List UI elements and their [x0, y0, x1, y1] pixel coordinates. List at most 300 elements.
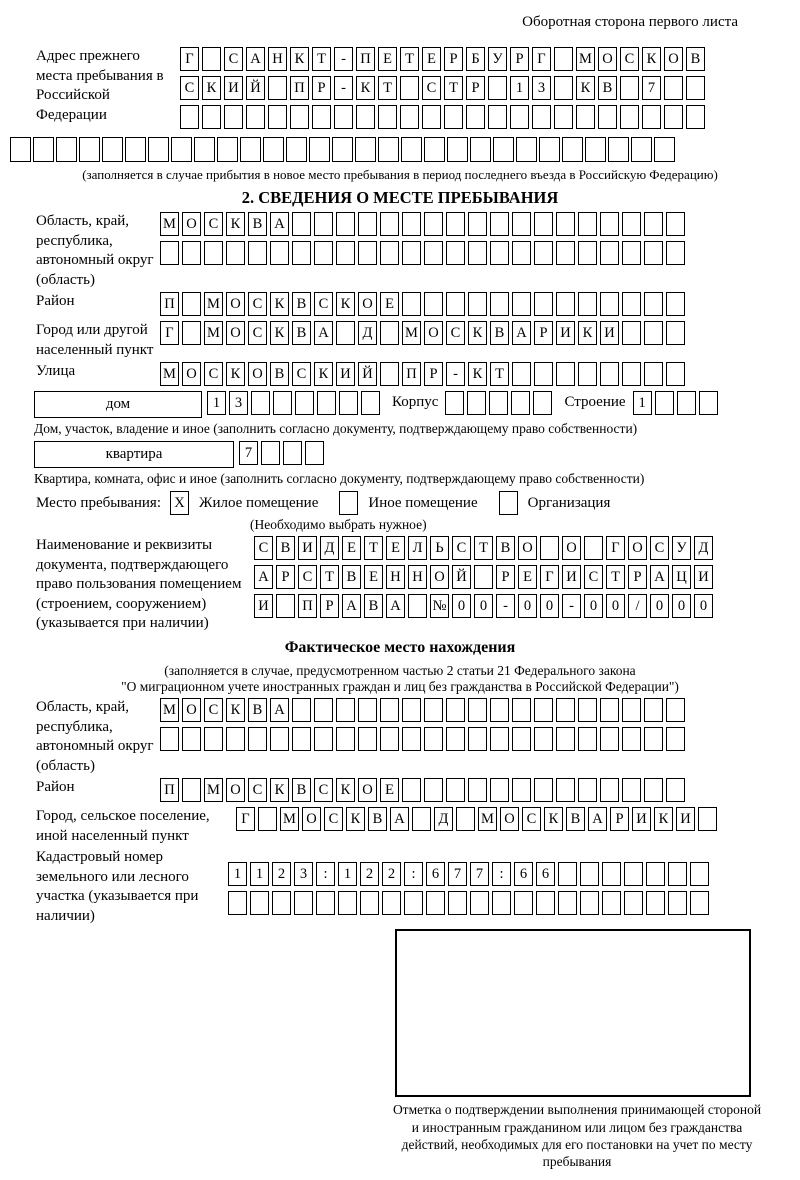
char-box[interactable]	[578, 241, 597, 265]
char-box[interactable]	[534, 698, 553, 722]
char-box[interactable]: М	[204, 778, 223, 802]
char-box[interactable]	[314, 241, 333, 265]
char-box[interactable]: 0	[584, 594, 603, 618]
char-box[interactable]	[286, 137, 307, 162]
char-box[interactable]	[270, 241, 289, 265]
char-box[interactable]	[400, 105, 419, 129]
char-box[interactable]	[228, 891, 247, 915]
char-box[interactable]	[182, 321, 201, 345]
char-box[interactable]	[248, 241, 267, 265]
char-box[interactable]	[424, 698, 443, 722]
char-box[interactable]: П	[290, 76, 309, 100]
char-box[interactable]	[314, 212, 333, 236]
char-box[interactable]: 0	[650, 594, 669, 618]
char-box[interactable]: М	[478, 807, 497, 831]
char-box[interactable]	[446, 212, 465, 236]
char-box[interactable]	[608, 137, 629, 162]
char-box[interactable]: К	[544, 807, 563, 831]
char-box[interactable]: Н	[386, 565, 405, 589]
char-box[interactable]: Л	[408, 536, 427, 560]
char-box[interactable]	[666, 212, 685, 236]
char-box[interactable]: В	[490, 321, 509, 345]
char-box[interactable]	[332, 137, 353, 162]
char-box[interactable]	[33, 137, 54, 162]
char-box[interactable]	[424, 727, 443, 751]
char-box[interactable]: С	[248, 321, 267, 345]
char-box[interactable]	[534, 778, 553, 802]
char-box[interactable]	[294, 891, 313, 915]
char-box[interactable]	[514, 891, 533, 915]
char-box[interactable]	[646, 891, 665, 915]
char-box[interactable]	[290, 105, 309, 129]
char-box[interactable]: :	[316, 862, 335, 886]
char-box[interactable]	[263, 137, 284, 162]
char-box[interactable]: С	[446, 321, 465, 345]
char-box[interactable]	[585, 137, 606, 162]
char-box[interactable]: О	[500, 807, 519, 831]
char-box[interactable]	[338, 891, 357, 915]
char-box[interactable]: Г	[160, 321, 179, 345]
char-box[interactable]	[446, 241, 465, 265]
char-box[interactable]: Д	[434, 807, 453, 831]
char-box[interactable]	[490, 727, 509, 751]
char-box[interactable]	[666, 778, 685, 802]
char-box[interactable]: Т	[312, 47, 331, 71]
char-box[interactable]	[447, 137, 468, 162]
char-box[interactable]	[512, 727, 531, 751]
char-box[interactable]: С	[324, 807, 343, 831]
char-box[interactable]: И	[694, 565, 713, 589]
char-box[interactable]	[378, 137, 399, 162]
char-box[interactable]	[402, 727, 421, 751]
char-box[interactable]	[258, 807, 277, 831]
char-box[interactable]	[125, 137, 146, 162]
char-box[interactable]	[422, 105, 441, 129]
char-box[interactable]	[448, 891, 467, 915]
char-box[interactable]: К	[576, 76, 595, 100]
char-box[interactable]: В	[276, 536, 295, 560]
char-box[interactable]: Г	[532, 47, 551, 71]
char-box[interactable]	[554, 47, 573, 71]
char-box[interactable]	[316, 891, 335, 915]
char-box[interactable]	[642, 105, 661, 129]
char-box[interactable]	[180, 105, 199, 129]
char-box[interactable]	[554, 105, 573, 129]
char-box[interactable]	[512, 698, 531, 722]
char-box[interactable]: 3	[229, 391, 248, 415]
char-box[interactable]: С	[522, 807, 541, 831]
char-box[interactable]	[622, 727, 641, 751]
char-box[interactable]: Г	[540, 565, 559, 589]
char-box[interactable]: 6	[426, 862, 445, 886]
char-box[interactable]: И	[224, 76, 243, 100]
char-box[interactable]: Т	[364, 536, 383, 560]
char-box[interactable]	[493, 137, 514, 162]
char-box[interactable]: А	[342, 594, 361, 618]
char-box[interactable]	[102, 137, 123, 162]
char-box[interactable]: О	[358, 778, 377, 802]
char-box[interactable]	[488, 105, 507, 129]
char-box[interactable]	[470, 137, 491, 162]
char-box[interactable]: С	[248, 778, 267, 802]
char-box[interactable]	[182, 727, 201, 751]
char-box[interactable]	[361, 391, 380, 415]
char-box[interactable]	[251, 391, 270, 415]
char-box[interactable]: О	[302, 807, 321, 831]
char-box[interactable]	[602, 891, 621, 915]
char-box[interactable]	[446, 292, 465, 316]
char-box[interactable]: О	[182, 362, 201, 386]
char-box[interactable]: 6	[514, 862, 533, 886]
char-box[interactable]	[446, 778, 465, 802]
char-box[interactable]	[424, 778, 443, 802]
char-box[interactable]: С	[452, 536, 471, 560]
char-box[interactable]	[182, 241, 201, 265]
char-box[interactable]	[400, 76, 419, 100]
char-box[interactable]: Д	[694, 536, 713, 560]
char-box[interactable]	[536, 891, 555, 915]
char-box[interactable]	[402, 241, 421, 265]
char-box[interactable]: Г	[606, 536, 625, 560]
char-box[interactable]	[402, 698, 421, 722]
char-box[interactable]	[600, 292, 619, 316]
char-box[interactable]: К	[314, 362, 333, 386]
char-box[interactable]: В	[342, 565, 361, 589]
char-box[interactable]	[666, 241, 685, 265]
char-box[interactable]: Т	[490, 362, 509, 386]
residential-checkbox[interactable]: Х	[170, 491, 189, 515]
char-box[interactable]: В	[566, 807, 585, 831]
char-box[interactable]	[576, 105, 595, 129]
char-box[interactable]: О	[664, 47, 683, 71]
char-box[interactable]: 0	[452, 594, 471, 618]
char-box[interactable]: Р	[510, 47, 529, 71]
char-box[interactable]	[246, 105, 265, 129]
char-box[interactable]	[490, 212, 509, 236]
other-premises-checkbox[interactable]	[339, 491, 358, 515]
char-box[interactable]: К	[202, 76, 221, 100]
char-box[interactable]	[631, 137, 652, 162]
char-box[interactable]	[558, 891, 577, 915]
char-box[interactable]	[380, 321, 399, 345]
char-box[interactable]: К	[270, 778, 289, 802]
char-box[interactable]	[666, 698, 685, 722]
char-box[interactable]: С	[584, 565, 603, 589]
char-box[interactable]: М	[280, 807, 299, 831]
char-box[interactable]	[380, 698, 399, 722]
char-box[interactable]	[309, 137, 330, 162]
char-box[interactable]: Р	[496, 565, 515, 589]
char-box[interactable]: О	[248, 362, 267, 386]
char-box[interactable]: /	[628, 594, 647, 618]
char-box[interactable]: О	[424, 321, 443, 345]
char-box[interactable]: О	[430, 565, 449, 589]
char-box[interactable]	[622, 212, 641, 236]
char-box[interactable]	[556, 778, 575, 802]
char-box[interactable]	[578, 212, 597, 236]
char-box[interactable]: 6	[536, 862, 555, 886]
char-box[interactable]	[492, 891, 511, 915]
char-box[interactable]: К	[356, 76, 375, 100]
char-box[interactable]: Е	[380, 778, 399, 802]
char-box[interactable]: О	[182, 212, 201, 236]
char-box[interactable]	[654, 137, 675, 162]
char-box[interactable]	[276, 594, 295, 618]
char-box[interactable]	[240, 137, 261, 162]
char-box[interactable]: В	[292, 292, 311, 316]
char-box[interactable]: В	[368, 807, 387, 831]
char-box[interactable]	[556, 212, 575, 236]
char-box[interactable]	[336, 241, 355, 265]
char-box[interactable]	[554, 76, 573, 100]
char-box[interactable]: О	[226, 778, 245, 802]
char-box[interactable]: В	[364, 594, 383, 618]
char-box[interactable]: Т	[474, 536, 493, 560]
char-box[interactable]	[622, 321, 641, 345]
char-box[interactable]: 1	[633, 391, 652, 415]
char-box[interactable]	[358, 212, 377, 236]
char-box[interactable]	[556, 698, 575, 722]
char-box[interactable]	[539, 137, 560, 162]
char-box[interactable]: В	[292, 778, 311, 802]
char-box[interactable]: Р	[444, 47, 463, 71]
char-box[interactable]: 2	[382, 862, 401, 886]
char-box[interactable]	[305, 441, 324, 465]
char-box[interactable]	[468, 212, 487, 236]
char-box[interactable]: П	[356, 47, 375, 71]
char-box[interactable]	[380, 241, 399, 265]
char-box[interactable]: 1	[228, 862, 247, 886]
char-box[interactable]: П	[298, 594, 317, 618]
char-box[interactable]	[602, 862, 621, 886]
char-box[interactable]	[600, 778, 619, 802]
char-box[interactable]	[358, 698, 377, 722]
char-box[interactable]: С	[650, 536, 669, 560]
char-box[interactable]: С	[254, 536, 273, 560]
char-box[interactable]: М	[160, 212, 179, 236]
char-box[interactable]	[467, 391, 486, 415]
char-box[interactable]	[644, 778, 663, 802]
char-box[interactable]	[556, 292, 575, 316]
char-box[interactable]	[511, 391, 530, 415]
char-box[interactable]: В	[292, 321, 311, 345]
char-box[interactable]	[468, 698, 487, 722]
char-box[interactable]	[622, 292, 641, 316]
char-box[interactable]	[578, 292, 597, 316]
char-box[interactable]	[401, 137, 422, 162]
char-box[interactable]: :	[404, 862, 423, 886]
char-box[interactable]: И	[298, 536, 317, 560]
char-box[interactable]	[317, 391, 336, 415]
char-box[interactable]: Т	[444, 76, 463, 100]
char-box[interactable]	[512, 362, 531, 386]
char-box[interactable]: И	[556, 321, 575, 345]
char-box[interactable]	[644, 292, 663, 316]
char-box[interactable]	[600, 727, 619, 751]
char-box[interactable]: А	[246, 47, 265, 71]
char-box[interactable]	[666, 321, 685, 345]
char-box[interactable]: К	[468, 321, 487, 345]
char-box[interactable]	[171, 137, 192, 162]
char-box[interactable]: Ь	[430, 536, 449, 560]
char-box[interactable]	[380, 212, 399, 236]
char-box[interactable]: К	[226, 698, 245, 722]
char-box[interactable]: 1	[207, 391, 226, 415]
char-box[interactable]: И	[600, 321, 619, 345]
char-box[interactable]: И	[632, 807, 651, 831]
char-box[interactable]	[540, 536, 559, 560]
char-box[interactable]	[666, 292, 685, 316]
char-box[interactable]	[468, 241, 487, 265]
char-box[interactable]: С	[292, 362, 311, 386]
char-box[interactable]: Б	[466, 47, 485, 71]
char-box[interactable]	[490, 698, 509, 722]
char-box[interactable]: Р	[466, 76, 485, 100]
char-box[interactable]	[261, 441, 280, 465]
char-box[interactable]	[356, 105, 375, 129]
char-box[interactable]	[378, 105, 397, 129]
char-box[interactable]	[512, 778, 531, 802]
char-box[interactable]	[534, 727, 553, 751]
char-box[interactable]: Е	[364, 565, 383, 589]
char-box[interactable]	[202, 47, 221, 71]
char-box[interactable]: 1	[338, 862, 357, 886]
char-box[interactable]: Е	[378, 47, 397, 71]
char-box[interactable]	[534, 292, 553, 316]
char-box[interactable]: -	[334, 47, 353, 71]
char-box[interactable]: К	[290, 47, 309, 71]
char-box[interactable]	[534, 212, 553, 236]
char-box[interactable]: К	[468, 362, 487, 386]
char-box[interactable]	[273, 391, 292, 415]
char-box[interactable]: М	[160, 362, 179, 386]
char-box[interactable]: О	[226, 292, 245, 316]
char-box[interactable]	[382, 891, 401, 915]
char-box[interactable]: -	[334, 76, 353, 100]
char-box[interactable]	[446, 727, 465, 751]
char-box[interactable]	[339, 391, 358, 415]
char-box[interactable]: 1	[250, 862, 269, 886]
char-box[interactable]: А	[386, 594, 405, 618]
char-box[interactable]	[445, 391, 464, 415]
char-box[interactable]	[283, 441, 302, 465]
char-box[interactable]: В	[496, 536, 515, 560]
char-box[interactable]: Р	[312, 76, 331, 100]
char-box[interactable]	[622, 241, 641, 265]
char-box[interactable]	[466, 105, 485, 129]
char-box[interactable]: П	[160, 292, 179, 316]
char-box[interactable]: Т	[320, 565, 339, 589]
char-box[interactable]	[424, 212, 443, 236]
char-box[interactable]: Н	[268, 47, 287, 71]
char-box[interactable]	[534, 362, 553, 386]
char-box[interactable]: М	[160, 698, 179, 722]
char-box[interactable]	[272, 891, 291, 915]
char-box[interactable]: И	[562, 565, 581, 589]
char-box[interactable]: А	[512, 321, 531, 345]
char-box[interactable]: Й	[452, 565, 471, 589]
char-box[interactable]	[380, 362, 399, 386]
char-box[interactable]: А	[314, 321, 333, 345]
char-box[interactable]	[474, 565, 493, 589]
char-box[interactable]	[268, 76, 287, 100]
char-box[interactable]	[468, 292, 487, 316]
char-box[interactable]	[380, 727, 399, 751]
char-box[interactable]: Р	[424, 362, 443, 386]
char-box[interactable]: Е	[422, 47, 441, 71]
char-box[interactable]: О	[628, 536, 647, 560]
char-box[interactable]: Г	[180, 47, 199, 71]
char-box[interactable]: 0	[540, 594, 559, 618]
char-box[interactable]: 0	[694, 594, 713, 618]
char-box[interactable]	[644, 698, 663, 722]
char-box[interactable]	[644, 321, 663, 345]
char-box[interactable]: С	[224, 47, 243, 71]
char-box[interactable]	[644, 727, 663, 751]
char-box[interactable]: М	[204, 292, 223, 316]
char-box[interactable]: С	[204, 698, 223, 722]
char-box[interactable]	[148, 137, 169, 162]
char-box[interactable]	[470, 891, 489, 915]
char-box[interactable]	[699, 391, 718, 415]
char-box[interactable]: А	[390, 807, 409, 831]
char-box[interactable]: К	[226, 362, 245, 386]
char-box[interactable]: С	[314, 778, 333, 802]
char-box[interactable]	[556, 727, 575, 751]
char-box[interactable]	[358, 727, 377, 751]
char-box[interactable]	[584, 536, 603, 560]
char-box[interactable]	[456, 807, 475, 831]
char-box[interactable]: Й	[358, 362, 377, 386]
char-box[interactable]: Е	[518, 565, 537, 589]
char-box[interactable]: И	[254, 594, 273, 618]
char-box[interactable]	[336, 321, 355, 345]
char-box[interactable]	[10, 137, 31, 162]
char-box[interactable]: :	[492, 862, 511, 886]
char-box[interactable]	[690, 862, 709, 886]
char-box[interactable]: К	[226, 212, 245, 236]
char-box[interactable]	[446, 698, 465, 722]
char-box[interactable]: К	[346, 807, 365, 831]
char-box[interactable]	[312, 105, 331, 129]
char-box[interactable]	[336, 212, 355, 236]
char-box[interactable]: С	[422, 76, 441, 100]
char-box[interactable]: К	[642, 47, 661, 71]
char-box[interactable]: А	[650, 565, 669, 589]
char-box[interactable]: 0	[518, 594, 537, 618]
char-box[interactable]	[686, 76, 705, 100]
char-box[interactable]: К	[336, 778, 355, 802]
char-box[interactable]	[512, 212, 531, 236]
char-box[interactable]: С	[298, 565, 317, 589]
char-box[interactable]: К	[654, 807, 673, 831]
char-box[interactable]	[644, 362, 663, 386]
char-box[interactable]	[292, 212, 311, 236]
char-box[interactable]	[426, 891, 445, 915]
char-box[interactable]	[402, 292, 421, 316]
char-box[interactable]: К	[270, 321, 289, 345]
char-box[interactable]: В	[598, 76, 617, 100]
char-box[interactable]: М	[576, 47, 595, 71]
char-box[interactable]	[402, 778, 421, 802]
char-box[interactable]	[600, 362, 619, 386]
char-box[interactable]: О	[518, 536, 537, 560]
char-box[interactable]	[578, 362, 597, 386]
char-box[interactable]: -	[446, 362, 465, 386]
char-box[interactable]	[270, 727, 289, 751]
char-box[interactable]	[268, 105, 287, 129]
char-box[interactable]: О	[562, 536, 581, 560]
